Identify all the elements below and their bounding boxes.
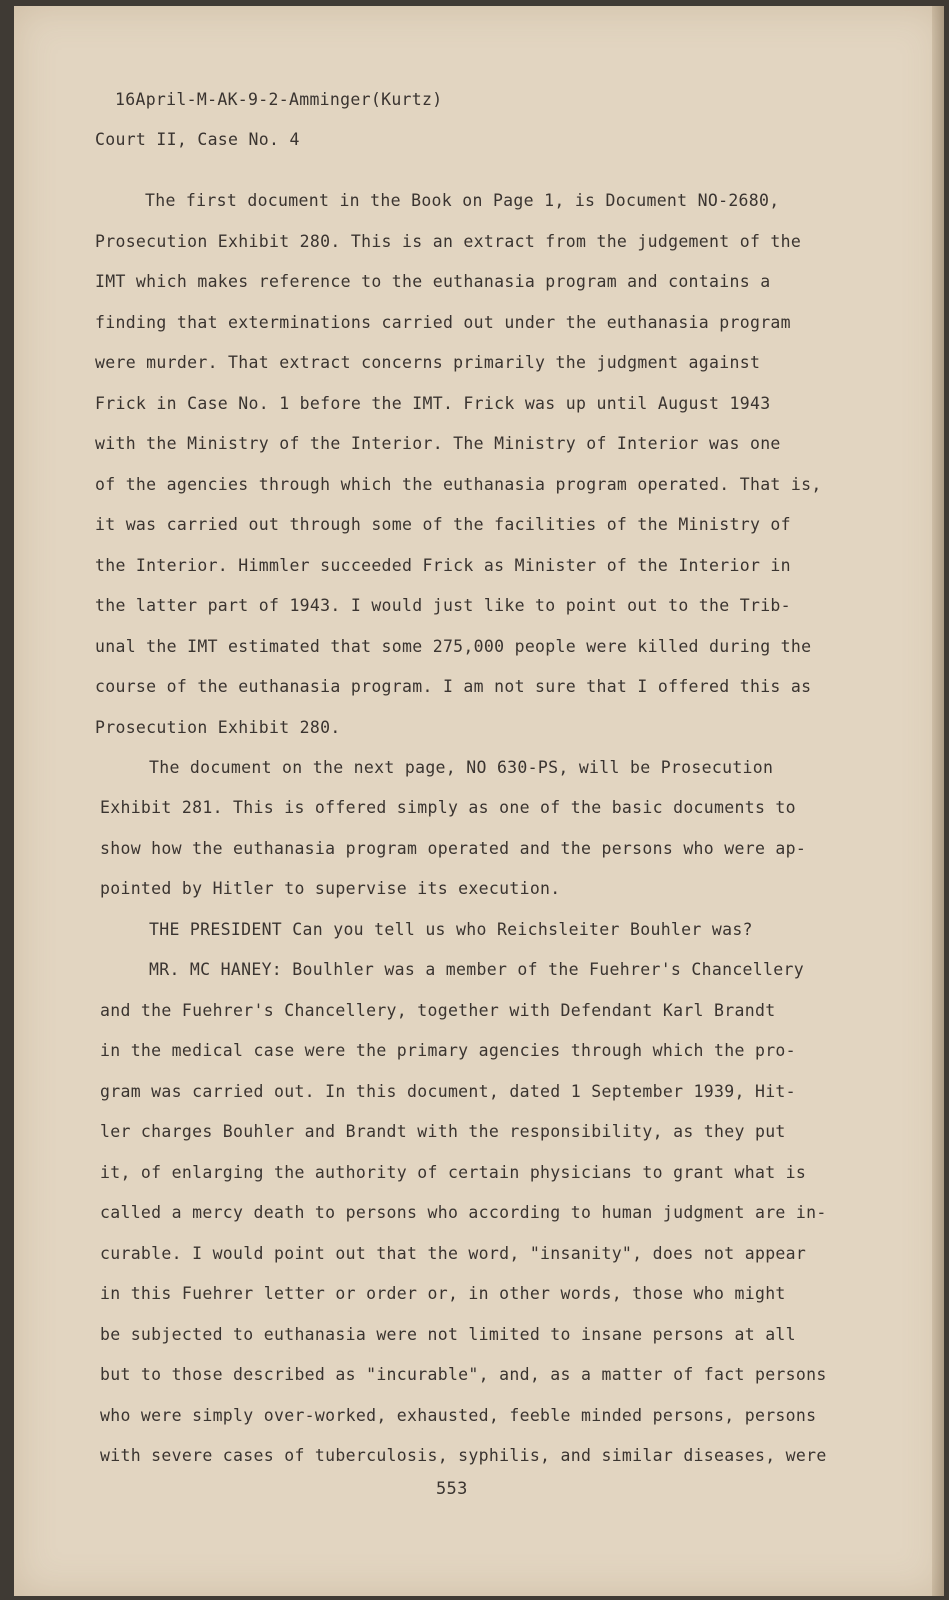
body-line: and the Fuehrer's Chancellery, together with Defendant Karl Brandt	[100, 1001, 776, 1020]
body-line: Exhibit 281. This is offered simply as one of the basic documents to	[100, 798, 796, 817]
body-line: Prosecution Exhibit 280.	[95, 718, 341, 737]
body-line: ler charges Bouhler and Brandt with the responsibility, as they put	[100, 1122, 786, 1141]
body-line: The first document in the Book on Page 1, is Document NO-2680,	[145, 191, 780, 210]
body-line: show how the euthanasia program operated and the persons who were ap-	[100, 839, 807, 858]
page-number: 553	[436, 1479, 468, 1499]
body-line: finding that exterminations carried out under the euthanasia program	[95, 313, 791, 332]
body-line: it, of enlarging the authority of certain physicians to grant what is	[100, 1163, 807, 1182]
body-line: the Interior. Himmler succeeded Frick as Minister of the Interior in	[95, 556, 791, 575]
body-line: were murder. That extract concerns primarily the judgment against	[95, 353, 761, 372]
body-line: in the medical case were the primary agencies through which the pro-	[100, 1041, 796, 1060]
header-court: Court II, Case No. 4	[95, 130, 300, 149]
body-line: Prosecution Exhibit 280. This is an extract from the judgement of the	[95, 232, 802, 251]
body-line: curable. I would point out that the word, "insanity", does not appear	[100, 1244, 807, 1263]
body-line: be subjected to euthanasia were not limited to insane persons at all	[100, 1325, 796, 1344]
body-line: THE PRESIDENT Can you tell us who Reichsleiter Bouhler was?	[149, 920, 753, 939]
body-line: who were simply over-worked, exhausted, feeble minded persons, persons	[100, 1406, 817, 1425]
body-line: it was carried out through some of the facilities of the Ministry of	[95, 515, 791, 534]
body-line: gram was carried out. In this document, dated 1 September 1939, Hit-	[100, 1082, 796, 1101]
body-line: in this Fuehrer letter or order or, in other words, those who might	[100, 1284, 786, 1303]
body-line: the latter part of 1943. I would just like to point out to the Trib-	[95, 596, 791, 615]
body-line: but to those described as "incurable", and, as a matter of fact persons	[100, 1365, 827, 1384]
body-line: The document on the next page, NO 630-PS, will be Prosecution	[149, 758, 774, 777]
body-line: pointed by Hitler to supervise its execution.	[100, 879, 561, 898]
header-reference: 16April-M-AK-9-2-Amminger(Kurtz)	[115, 90, 443, 109]
body-line: with severe cases of tuberculosis, syphilis, and similar diseases, were	[100, 1446, 827, 1465]
document-page	[14, 6, 944, 1596]
body-line: with the Ministry of the Interior. The Ministry of Interior was one	[95, 434, 781, 453]
body-line: called a mercy death to persons who according to human judgment are in-	[100, 1203, 827, 1222]
body-line: Frick in Case No. 1 before the IMT. Frick was up until August 1943	[95, 394, 771, 413]
body-line: MR. MC HANEY: Boulhler was a member of the Fuehrer's Chancellery	[149, 960, 804, 979]
typed-text	[14, 6, 944, 1596]
body-line: course of the euthanasia program. I am not sure that I offered this as	[95, 677, 812, 696]
body-line: IMT which makes reference to the euthanasia program and contains a	[95, 272, 771, 291]
body-line: of the agencies through which the euthanasia program operated. That is,	[95, 475, 822, 494]
body-line: unal the IMT estimated that some 275,000 people were killed during the	[95, 637, 812, 656]
